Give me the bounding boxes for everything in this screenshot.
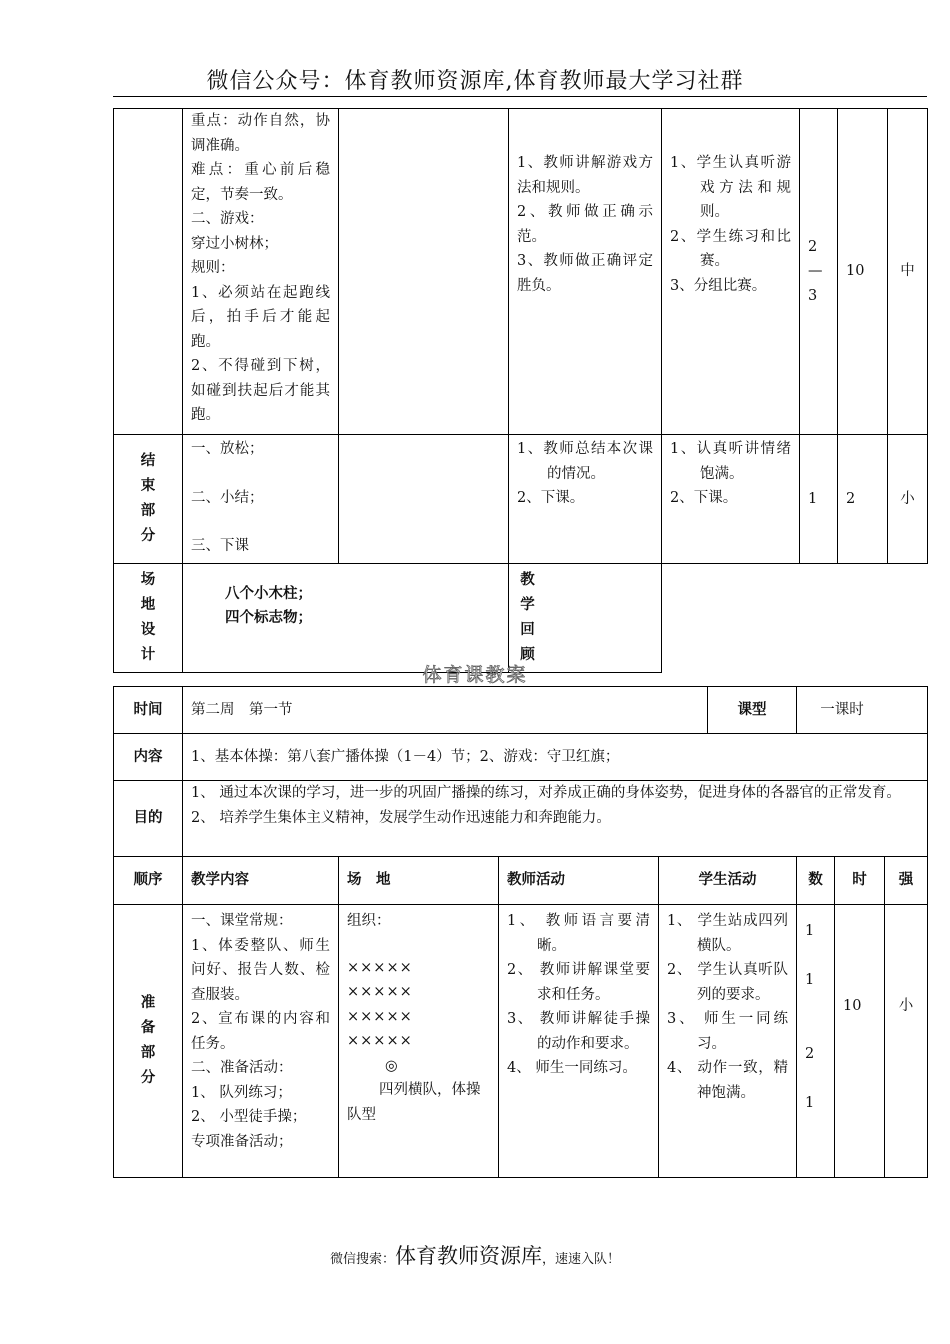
column-header: 教师活动 xyxy=(499,857,659,905)
teacher-line: 2、下课。 xyxy=(517,490,585,506)
formation-row: ××××× xyxy=(347,959,413,976)
content-cell xyxy=(183,109,339,435)
content-cell xyxy=(183,435,339,564)
section-label-char: 分 xyxy=(140,527,156,544)
section-label-char: 地 xyxy=(140,596,156,613)
time-cell: 10 xyxy=(835,905,885,1178)
teacher-line: 2、 教师讲解课堂要求和任务。 xyxy=(507,962,650,1003)
equipment-cell xyxy=(183,563,509,672)
column-header: 顺序 xyxy=(114,857,183,905)
review-label-char: 回 xyxy=(520,621,535,638)
content-line: 三、下课 xyxy=(191,538,249,554)
count-value: — xyxy=(808,263,823,280)
goal-line: 2、 培养学生集体主义精神，发展学生动作迅速能力和奔跑能力。 xyxy=(191,809,611,826)
lesson-table xyxy=(113,686,928,1178)
column-header: 场 地 xyxy=(339,857,499,905)
table-row xyxy=(114,687,928,734)
section-label-cell xyxy=(114,435,183,564)
content-line: 穿过小树林； xyxy=(191,235,278,252)
review-cell xyxy=(662,563,928,672)
student-line: 3、分组比赛。 xyxy=(670,277,767,294)
column-header: 强 xyxy=(885,857,928,905)
column-header: 教学内容 xyxy=(183,857,339,905)
content-line: 二、游戏： xyxy=(191,211,264,227)
section-label-char: 设 xyxy=(140,621,156,638)
site-cell xyxy=(339,109,509,435)
formation-description: 四列横队，体操队型 xyxy=(347,1082,481,1123)
type-label: 课型 xyxy=(707,687,796,733)
intensity-cell: 中 xyxy=(888,109,928,435)
column-header: 时 xyxy=(835,857,885,905)
content-label: 内容 xyxy=(114,734,183,781)
count-cell xyxy=(797,905,835,1178)
time-value xyxy=(183,687,797,734)
student-line: 3、 师生一同练习。 xyxy=(667,1011,788,1052)
count-value: 3 xyxy=(808,287,818,304)
goal-value xyxy=(183,781,928,857)
goal-line: 1、 通过本次课的学习，进一步的巩固广播操的练习，对养成正确的身体姿势，促进身体的各器官的正常发育。 xyxy=(191,785,901,801)
student-line: 1、学生认真听游戏方法和规则。 xyxy=(670,155,791,220)
section-label-cell xyxy=(114,563,183,672)
count-value: 1 xyxy=(805,1094,815,1111)
table-row xyxy=(114,905,928,1178)
page-footer xyxy=(0,1240,950,1270)
formation-row: ××××× xyxy=(347,984,413,1000)
teacher-line: 3、 教师讲解徒手操的动作和要求。 xyxy=(507,1011,650,1052)
table-row xyxy=(114,435,928,564)
section-label-char: 部 xyxy=(140,502,156,519)
teacher-position-icon: ◎ xyxy=(385,1057,398,1074)
content-line: 专项准备活动； xyxy=(191,1133,293,1150)
content-line: 一、课堂常规： xyxy=(191,913,293,929)
content-line: 二、小结； xyxy=(191,489,264,506)
count-value: 2 xyxy=(805,1046,815,1062)
content-line: 重点：动作自然，协调准确。 xyxy=(191,113,330,154)
count-value: 1 xyxy=(805,923,815,939)
content-line: 二、准备活动： xyxy=(191,1060,293,1076)
table-header-row xyxy=(114,857,928,905)
equipment-line: 四个标志物； xyxy=(225,610,312,626)
table-row xyxy=(114,109,928,435)
column-header: 学生活动 xyxy=(659,857,797,905)
review-label-cell xyxy=(509,563,662,672)
page-header: 微信公众号：体育教师资源库,体育教师最大学习社群 xyxy=(206,69,744,94)
content-line: 1、必须站在起跑线后，拍手后才能起跑。 xyxy=(191,284,330,350)
count-cell xyxy=(800,109,838,435)
teacher-line: 3、教师做正确评定胜负。 xyxy=(517,253,653,294)
footer-name: 体育教师资源库 xyxy=(395,1244,542,1268)
section-label-char: 备 xyxy=(140,1020,156,1036)
content-line: 难点：重心前后稳定，节奏一致。 xyxy=(191,162,330,203)
student-line: 2、下课。 xyxy=(670,490,738,506)
student-activity-cell xyxy=(659,905,797,1178)
formation-row: ××××× xyxy=(347,1008,413,1025)
content-line: 一、放松； xyxy=(191,441,264,457)
section-label-char: 结 xyxy=(140,452,156,469)
table-row xyxy=(114,734,928,781)
section-label-cell xyxy=(114,109,183,435)
student-line: 4、 动作一致，精神饱满。 xyxy=(667,1060,788,1101)
content-line: 规则： xyxy=(191,260,235,276)
footer-prefix: 微信搜索： xyxy=(329,1252,395,1267)
type-value-text: 一课时 xyxy=(820,701,864,718)
teacher-line: 1、教师总结本次课的情况。 xyxy=(517,441,653,482)
student-line: 2、 学生认真听队列的要求。 xyxy=(667,962,788,1003)
teacher-line: 1、 教师语言要清晰。 xyxy=(507,913,650,954)
section-label-char: 束 xyxy=(140,477,156,494)
type-value xyxy=(797,687,928,734)
teacher-line: 2、教师做正确示范。 xyxy=(517,204,653,245)
goal-label: 目的 xyxy=(114,781,183,857)
content-line: 1、体委整队、师生问好、报告人数、检查服装。 xyxy=(191,937,330,1003)
teacher-activity-cell xyxy=(509,109,662,435)
review-label-char: 顾 xyxy=(520,646,535,663)
equipment-line: 八个小木柱； xyxy=(225,585,312,602)
time-cell: 10 xyxy=(838,109,888,435)
count-value: 2 xyxy=(808,238,818,255)
section-label-char: 准 xyxy=(140,995,156,1011)
review-label-char: 学 xyxy=(520,596,535,613)
section-label-cell xyxy=(114,905,183,1178)
student-line: 1、认真听讲情绪饱满。 xyxy=(670,441,791,482)
lesson-table-continued xyxy=(113,108,928,673)
table-row xyxy=(114,563,928,672)
time-cell: 2 xyxy=(838,435,888,564)
student-line: 2、学生练习和比赛。 xyxy=(670,228,791,269)
count-cell: 1 xyxy=(800,435,838,564)
section-label-char: 计 xyxy=(140,646,156,663)
teacher-line: 4、 师生一同练习。 xyxy=(507,1060,637,1076)
student-activity-cell xyxy=(662,435,800,564)
table-row xyxy=(114,781,928,857)
teacher-line: 1、教师讲解游戏方法和规则。 xyxy=(517,155,653,196)
student-line: 1、 学生站成四列横队。 xyxy=(667,913,788,954)
section-label-char: 分 xyxy=(140,1070,156,1086)
content-line: 2、不得碰到下树，如碰到扶起后才能其跑。 xyxy=(191,358,330,423)
header-divider xyxy=(113,96,927,97)
section-label-char: 部 xyxy=(140,1045,156,1061)
formation-row: ××××× xyxy=(347,1033,413,1049)
site-org-label: 组织： xyxy=(347,913,391,929)
site-cell xyxy=(339,905,499,1178)
content-line: 2、宣布课的内容和任务。 xyxy=(191,1011,330,1052)
content-line: 1、 队列练习； xyxy=(191,1084,292,1101)
column-header: 数 xyxy=(797,857,835,905)
count-value: 1 xyxy=(805,971,815,988)
student-activity-cell xyxy=(662,109,800,435)
time-value-text: 第二周 第一节 xyxy=(191,701,293,718)
time-label: 时间 xyxy=(114,687,183,734)
review-label-char: 教 xyxy=(520,571,535,588)
section-label-char: 场 xyxy=(140,571,156,588)
teacher-activity-cell xyxy=(509,435,662,564)
footer-suffix: ，速速入队！ xyxy=(542,1252,621,1267)
site-cell xyxy=(339,435,509,564)
lesson-plan-caption: 体育课教案 xyxy=(422,664,528,686)
intensity-cell: 小 xyxy=(888,435,928,564)
content-line: 2、 小型徒手操； xyxy=(191,1109,307,1125)
content-cell xyxy=(183,905,339,1178)
content-value: 1、基本体操：第八套广播体操（1－4）节；2、游戏：守卫红旗； xyxy=(183,734,928,781)
teacher-activity-cell xyxy=(499,905,659,1178)
intensity-cell: 小 xyxy=(885,905,928,1178)
